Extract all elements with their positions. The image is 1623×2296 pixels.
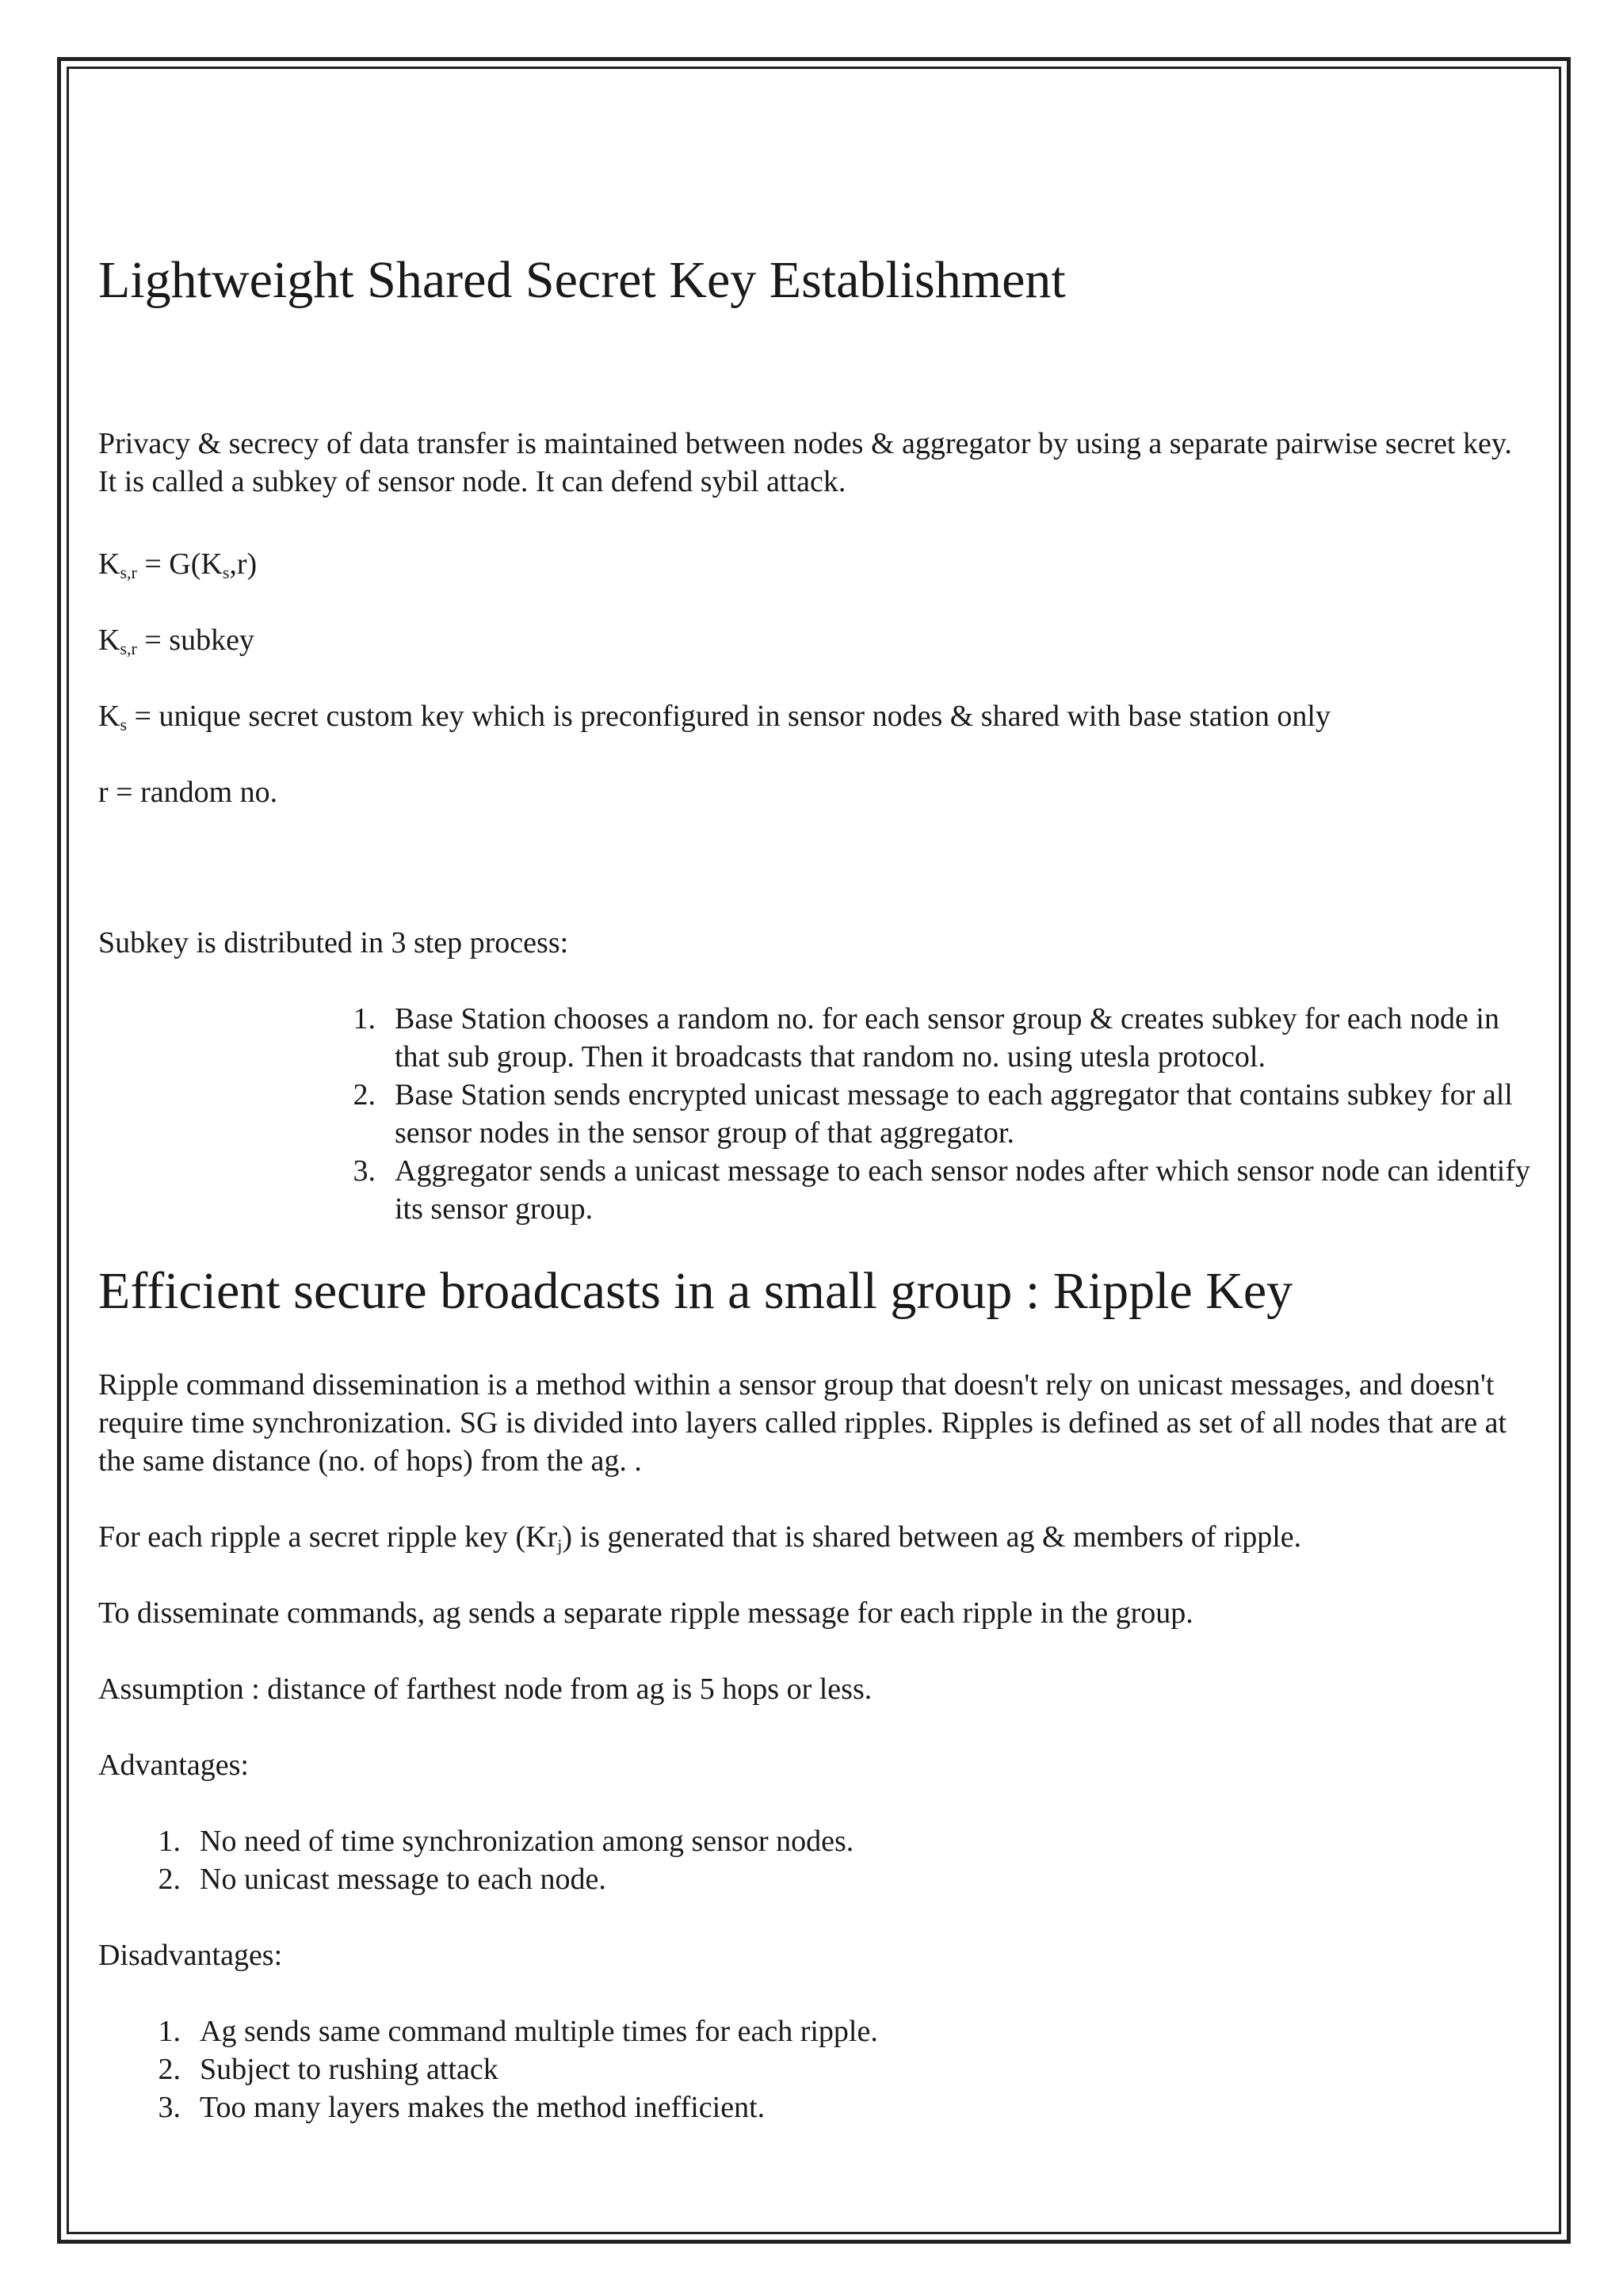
advantages-list xyxy=(149,1822,1496,1898)
list-item: 2. No unicast message to each node. xyxy=(158,1863,606,1896)
section2-intro: Ripple command dissemination is a method within a sensor group that doesn't rely on unicast messages, and doesn't require time synchronization. SG is divided into layers called ripples. Ripples is defined as set of all nodes that are at the same distance (no. of hops) from the ag. . xyxy=(98,1368,1507,1478)
disadvantages-list xyxy=(149,2012,1496,2126)
disadvantages-label: Disadvantages: xyxy=(98,1939,283,1972)
definition-ks: $K_s$ = unique secret custom key which is preconfigured in sensor nodes & shared with base station only xyxy=(98,700,1331,734)
list-item: 3. Aggregator sends a unicast message to each sensor nodes after which sensor node can identify its sensor group. xyxy=(353,1154,1530,1226)
list-item: 1. Base Station chooses a random no. for each sensor group & creates subkey for each node in that sub group. Then it broadcasts that random no. using utesla protocol. xyxy=(353,1002,1499,1074)
steps-intro: Subkey is distributed in 3 step process: xyxy=(98,926,569,959)
advantages-label: Advantages: xyxy=(98,1749,249,1782)
section1-heading: Lightweight Shared Secret Key Establishment xyxy=(98,251,1066,309)
list-item: 2. Subject to rushing attack xyxy=(158,2053,498,2086)
list-item: 2. Base Station sends encrypted unicast message to each aggregator that contains subkey for all sensor nodes in the sensor group of that aggregator. xyxy=(353,1078,1513,1150)
subkey-steps-list xyxy=(344,1000,1533,1228)
definition-r: r = random no. xyxy=(98,776,278,809)
definition-ksr: $K_{s,r}$ = subkey xyxy=(98,624,254,658)
list-item: 3. Too many layers makes the method inefficient. xyxy=(158,2091,766,2124)
section1-intro: Privacy & secrecy of data transfer is maintained between nodes & aggregator by using a separate pairwise secret key. It is called a subkey of sensor node. It can defend sybil attack. xyxy=(98,427,1512,498)
list-item: 1. Ag sends same command multiple times for each ripple. xyxy=(158,2015,878,2048)
assumption-paragraph: Assumption : distance of farthest node from ag is 5 hops or less. xyxy=(98,1672,873,1706)
ripple-key-paragraph: For each ripple a secret ripple key $(Kr_j)$ is generated that is shared between ag & members of ripple. xyxy=(98,1520,1302,1555)
section2-heading: Efficient secure broadcasts in a small group : Ripple Key xyxy=(98,1262,1293,1320)
formula-subkey: $K_{s,r} = G(K_s,r)$ xyxy=(98,547,258,582)
list-item: 1. No need of time synchronization among sensor nodes. xyxy=(158,1825,854,1858)
disseminate-paragraph: To disseminate commands, ag sends a separate ripple message for each ripple in the group. xyxy=(98,1596,1193,1630)
